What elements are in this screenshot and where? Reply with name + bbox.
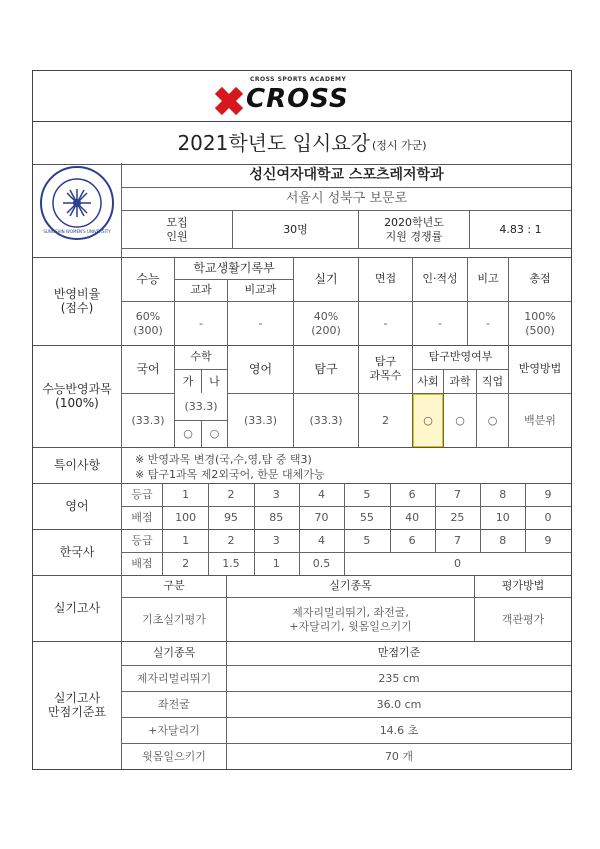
sn-v-na: ○ [209,427,220,440]
history-grade-4: 4 [318,533,326,547]
school-header [33,163,571,258]
fullscore-row-2-std: 36.0 cm [376,697,422,711]
sn-v-inquiry: (33.3) [309,413,343,427]
page-subtitle: (정시 가군) [371,139,427,152]
university-seal [39,165,115,241]
ratio-v-practical: 40% (200) [311,309,341,337]
sn-h-method: 반영방법 [518,362,562,375]
notes-section [33,447,571,484]
ratio-v-other: - [486,316,490,330]
fullscore-row-1-std: 235 cm [378,671,420,685]
history-label: 한국사 [59,545,95,559]
fullscore-h-std: 만점기준 [377,646,421,659]
page-title: 2021학년도 입시요강 [177,131,370,155]
quota-value: 30명 [283,222,308,236]
fullscore-row-3-item: +자달리기 [148,723,200,737]
history-score-3: 1 [272,557,280,570]
sn-v-social: ○ [413,394,443,447]
ratio-section [33,257,571,346]
suneung-section [33,345,571,448]
fullscore-row-4-item: 윗몸일으키기 [142,749,206,763]
ratio-h-nonsubject: 비교과 [244,283,277,296]
sn-h-ga: 가 [182,374,194,388]
quota-label: 모집 인원 [166,215,188,243]
sn-v-vocational: ○ [487,413,498,427]
ratio-v-interview: - [383,316,388,330]
fullscore-label: 실기고사 만점기준표 [48,691,106,719]
ratio-h-personality: 인·적성 [422,272,458,285]
sn-v-science: ○ [455,413,465,427]
sn-v-korean: (33.3) [131,413,165,427]
sn-h-na: 나 [209,374,220,388]
english-grade-2: 2 [227,487,235,501]
history-score-label: 배점 [131,557,153,570]
english-score-3: 85 [269,511,284,524]
english-score-2: 95 [223,511,238,524]
history-grade-9: 9 [544,533,552,547]
ratio-h-suneung: 수능 [136,272,160,286]
ratio-v-suneung: 60% (300) [133,309,163,337]
english-score-1: 100 [175,511,197,524]
history-grade-1: 1 [182,533,190,547]
english-score-8: 10 [495,511,510,524]
english-grade-3: 3 [272,487,280,501]
ratio-h-record: 학교생활기록부 [193,261,275,275]
ratio-h-total: 총점 [529,272,551,285]
logo-wordmark: CROSS [246,84,349,114]
ratio-h-other: 비고 [477,272,499,285]
english-grade-1: 1 [182,487,190,501]
english-grade-9: 9 [544,487,552,501]
note-line-1: ※ 반영과목 변경(국,수,영,탐 중 택3) [135,453,312,466]
fullscore-row-2-item: 좌전굴 [158,697,190,711]
practical-v-type: 기초실기평가 [142,612,206,626]
history-grade-5: 5 [363,533,371,547]
fullscore-h-item: 실기종목 [152,646,196,659]
practical-v-items: 제자리멀리뛰기, 좌전굴, +자달리기, 윗몸일으키기 [289,605,412,633]
history-score-1: 2 [182,557,190,570]
history-grade-7: 7 [453,533,461,547]
suneung-label: 수능반영과목 (100%) [42,382,112,410]
fullscore-row-3-std: 14.6 초 [379,723,419,737]
practical-v-eval: 객관평가 [501,612,545,626]
history-grade-8: 8 [499,533,507,547]
sn-h-math: 수학 [190,350,212,363]
competition-rate-value: 4.83 : 1 [499,222,542,236]
english-section [33,483,571,530]
history-grade-label: 등급 [131,533,153,547]
sn-v-ga: ○ [183,427,193,440]
school-name: 성신여자대학교 스포츠레저학과 [249,167,444,183]
school-address: 서울시 성북구 보문로 [285,191,408,206]
practical-h-type: 구분 [163,579,185,592]
sn-v-count: 2 [382,413,389,427]
ratio-v-subject: - [199,316,203,330]
history-score-5: 0 [453,557,461,570]
sn-v-method: 백분위 [524,413,556,427]
notes-label: 특이사항 [53,458,101,472]
english-score-5: 55 [359,511,374,524]
english-score-7: 25 [450,511,465,524]
sn-h-social: 사회 [417,374,439,388]
history-grade-3: 3 [272,533,280,547]
title-row [33,121,571,165]
sn-h-science: 과학 [449,374,471,388]
sn-h-inquiry: 탐구 [314,362,338,376]
sn-h-english: 영어 [248,362,273,376]
practical-h-eval: 평가방법 [501,579,545,592]
sn-v-english: (33.3) [243,413,278,427]
english-grade-5: 5 [363,487,371,501]
note-line-2: ※ 탐구1과목 제2외국어, 한문 대체가능 [135,468,325,481]
fullscore-row-4-std: 70 개 [384,749,414,763]
sn-v-math: (33.3) [184,400,218,413]
ratio-h-interview: 면접 [374,272,397,285]
ratio-label: 반영비율 (점수) [53,287,101,315]
admission-guide-sheet [32,70,572,770]
practical-label: 실기고사 [53,601,101,615]
practical-section [33,575,571,642]
competition-rate-label: 2020학년도 지원 경쟁률 [384,215,444,243]
english-grade-label: 등급 [131,487,153,501]
sn-h-korean: 국어 [136,362,160,376]
sn-h-inquiry-count: 탐구 과목수 [369,355,402,382]
english-score-6: 40 [405,511,420,524]
english-grade-6: 6 [408,487,416,501]
sn-h-inquiry-apply: 탐구반영여부 [428,350,493,363]
seal-text: SUNGSHIN WOMEN'S UNIVERSITY [43,229,111,234]
english-label: 영어 [65,499,89,513]
ratio-v-nonsubject: - [258,316,263,330]
fullscore-row-1-item: 제자리멀리뛰기 [136,671,212,685]
english-grade-8: 8 [499,487,507,501]
history-score-2: 1.5 [222,557,240,570]
history-score-4: 0.5 [312,557,331,570]
history-grade-2: 2 [227,533,235,547]
practical-h-items: 실기종목 [329,579,372,592]
english-score-9: 0 [544,511,552,524]
logo-tagline: CROSS SPORTS ACADEMY [250,76,347,83]
sn-h-vocational: 직업 [481,374,504,388]
english-score-4: 70 [314,511,329,524]
english-score-label: 배점 [131,511,153,524]
english-grade-7: 7 [453,487,461,501]
fullscore-section [33,641,571,769]
history-grade-6: 6 [408,533,416,547]
ratio-v-personality: - [438,316,442,330]
english-grade-4: 4 [318,487,326,501]
ratio-h-practical: 실기 [314,272,338,286]
ratio-h-subject: 교과 [190,283,212,296]
ratio-v-total: 100% (500) [524,309,556,337]
history-section [33,529,571,576]
